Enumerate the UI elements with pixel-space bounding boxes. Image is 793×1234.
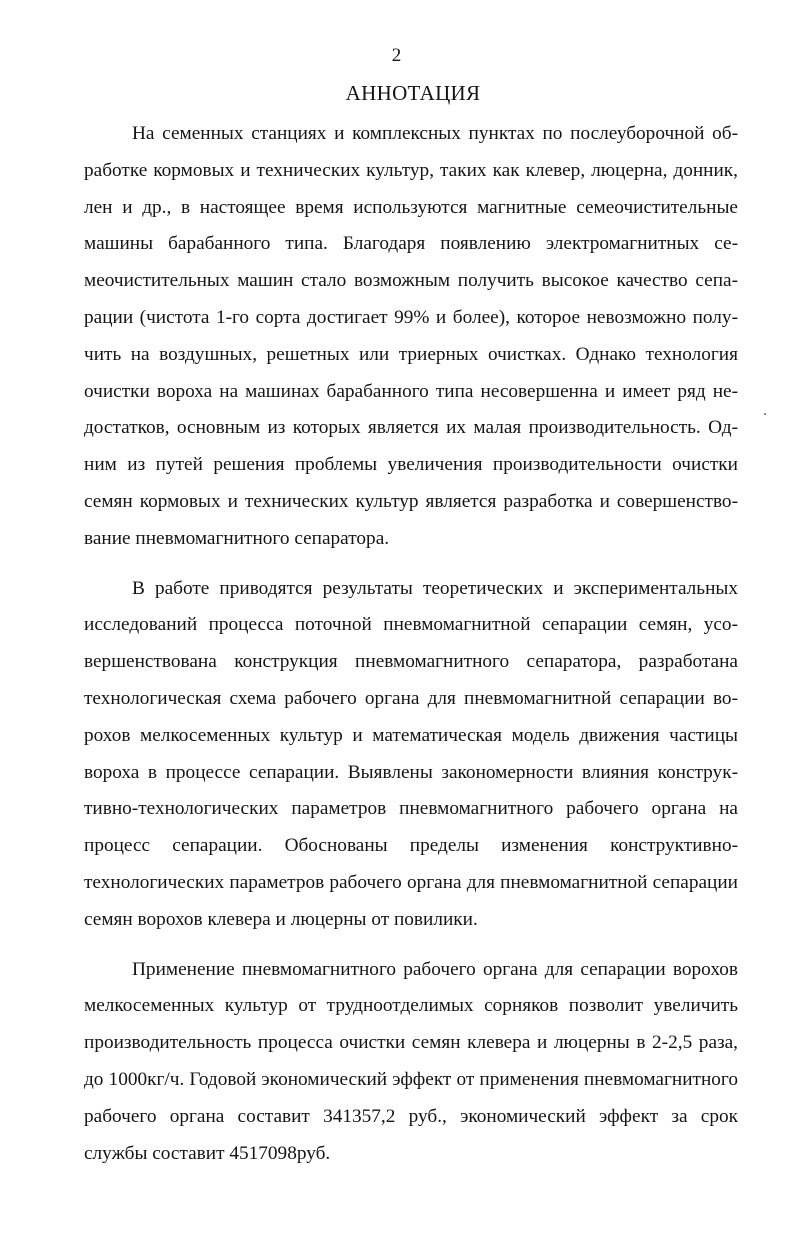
paragraph: В работе приводятся результаты теоретических и экспериментальных исследований процесса поточной пневмомагнитной сепарации семян, усовершенствована конструкция пневмомагнитного сепаратора, разработана технологическая схема рабочего органа для пневмомагнитной сепарации ворохов мелкосеменных культур и математическая модель движения частицы вороха в процессе сепарации. Выявлены закономерности влияния конструктивно-технологических параметров пневмомагнитного рабочего органа на процесс сепарации. Обоснованы пределы изменения конструктивно-технологических параметров рабочего органа для пневмомагнитной сепарации семян ворохов клевера и люцерны от повилики. <box>84 577 738 930</box>
annotation-body <box>84 116 738 1172</box>
page-number: 2 <box>391 45 402 66</box>
scan-speck <box>764 413 766 415</box>
paragraph: Применение пневмомагнитного рабочего органа для сепарации ворохов мелкосеменных культур от трудноотделимых сорняков позволит увеличить производительность процесса очистки семян клевера и люцерны в 2-2,5 раза, до 1000кг/ч. Годовой экономический эффект от применения пневмомагнитного рабочего органа составит 341357,2 руб., экономический эффект за срок службы составит 4517098руб. <box>84 958 738 1164</box>
paragraph: На семенных станциях и комплексных пунктах по послеуборочной обработке кормовых и технических культур, таких как клевер, люцерна, донник, лен и др., в настоящее время используются магнитные семеочистительные машины барабанного типа. Благодаря появлению электромагнитных семеочистительных машин стало возможным получить высокое качество сепарации (чистота 1-го сорта достигает 99% и более), которое невозможно получить на воздушных, решетных или триерных очистках. Однако технология очистки вороха на машинах барабанного типа несовершенна и имеет ряд недостатков, основным из которых является их малая производительность. Одним из путей решения проблемы увеличения производительности очистки семян кормовых и технических культур является разработка и совершенствование пневмомагнитного сепаратора. <box>84 123 738 549</box>
page-title: АННОТАЦИЯ <box>345 81 481 105</box>
